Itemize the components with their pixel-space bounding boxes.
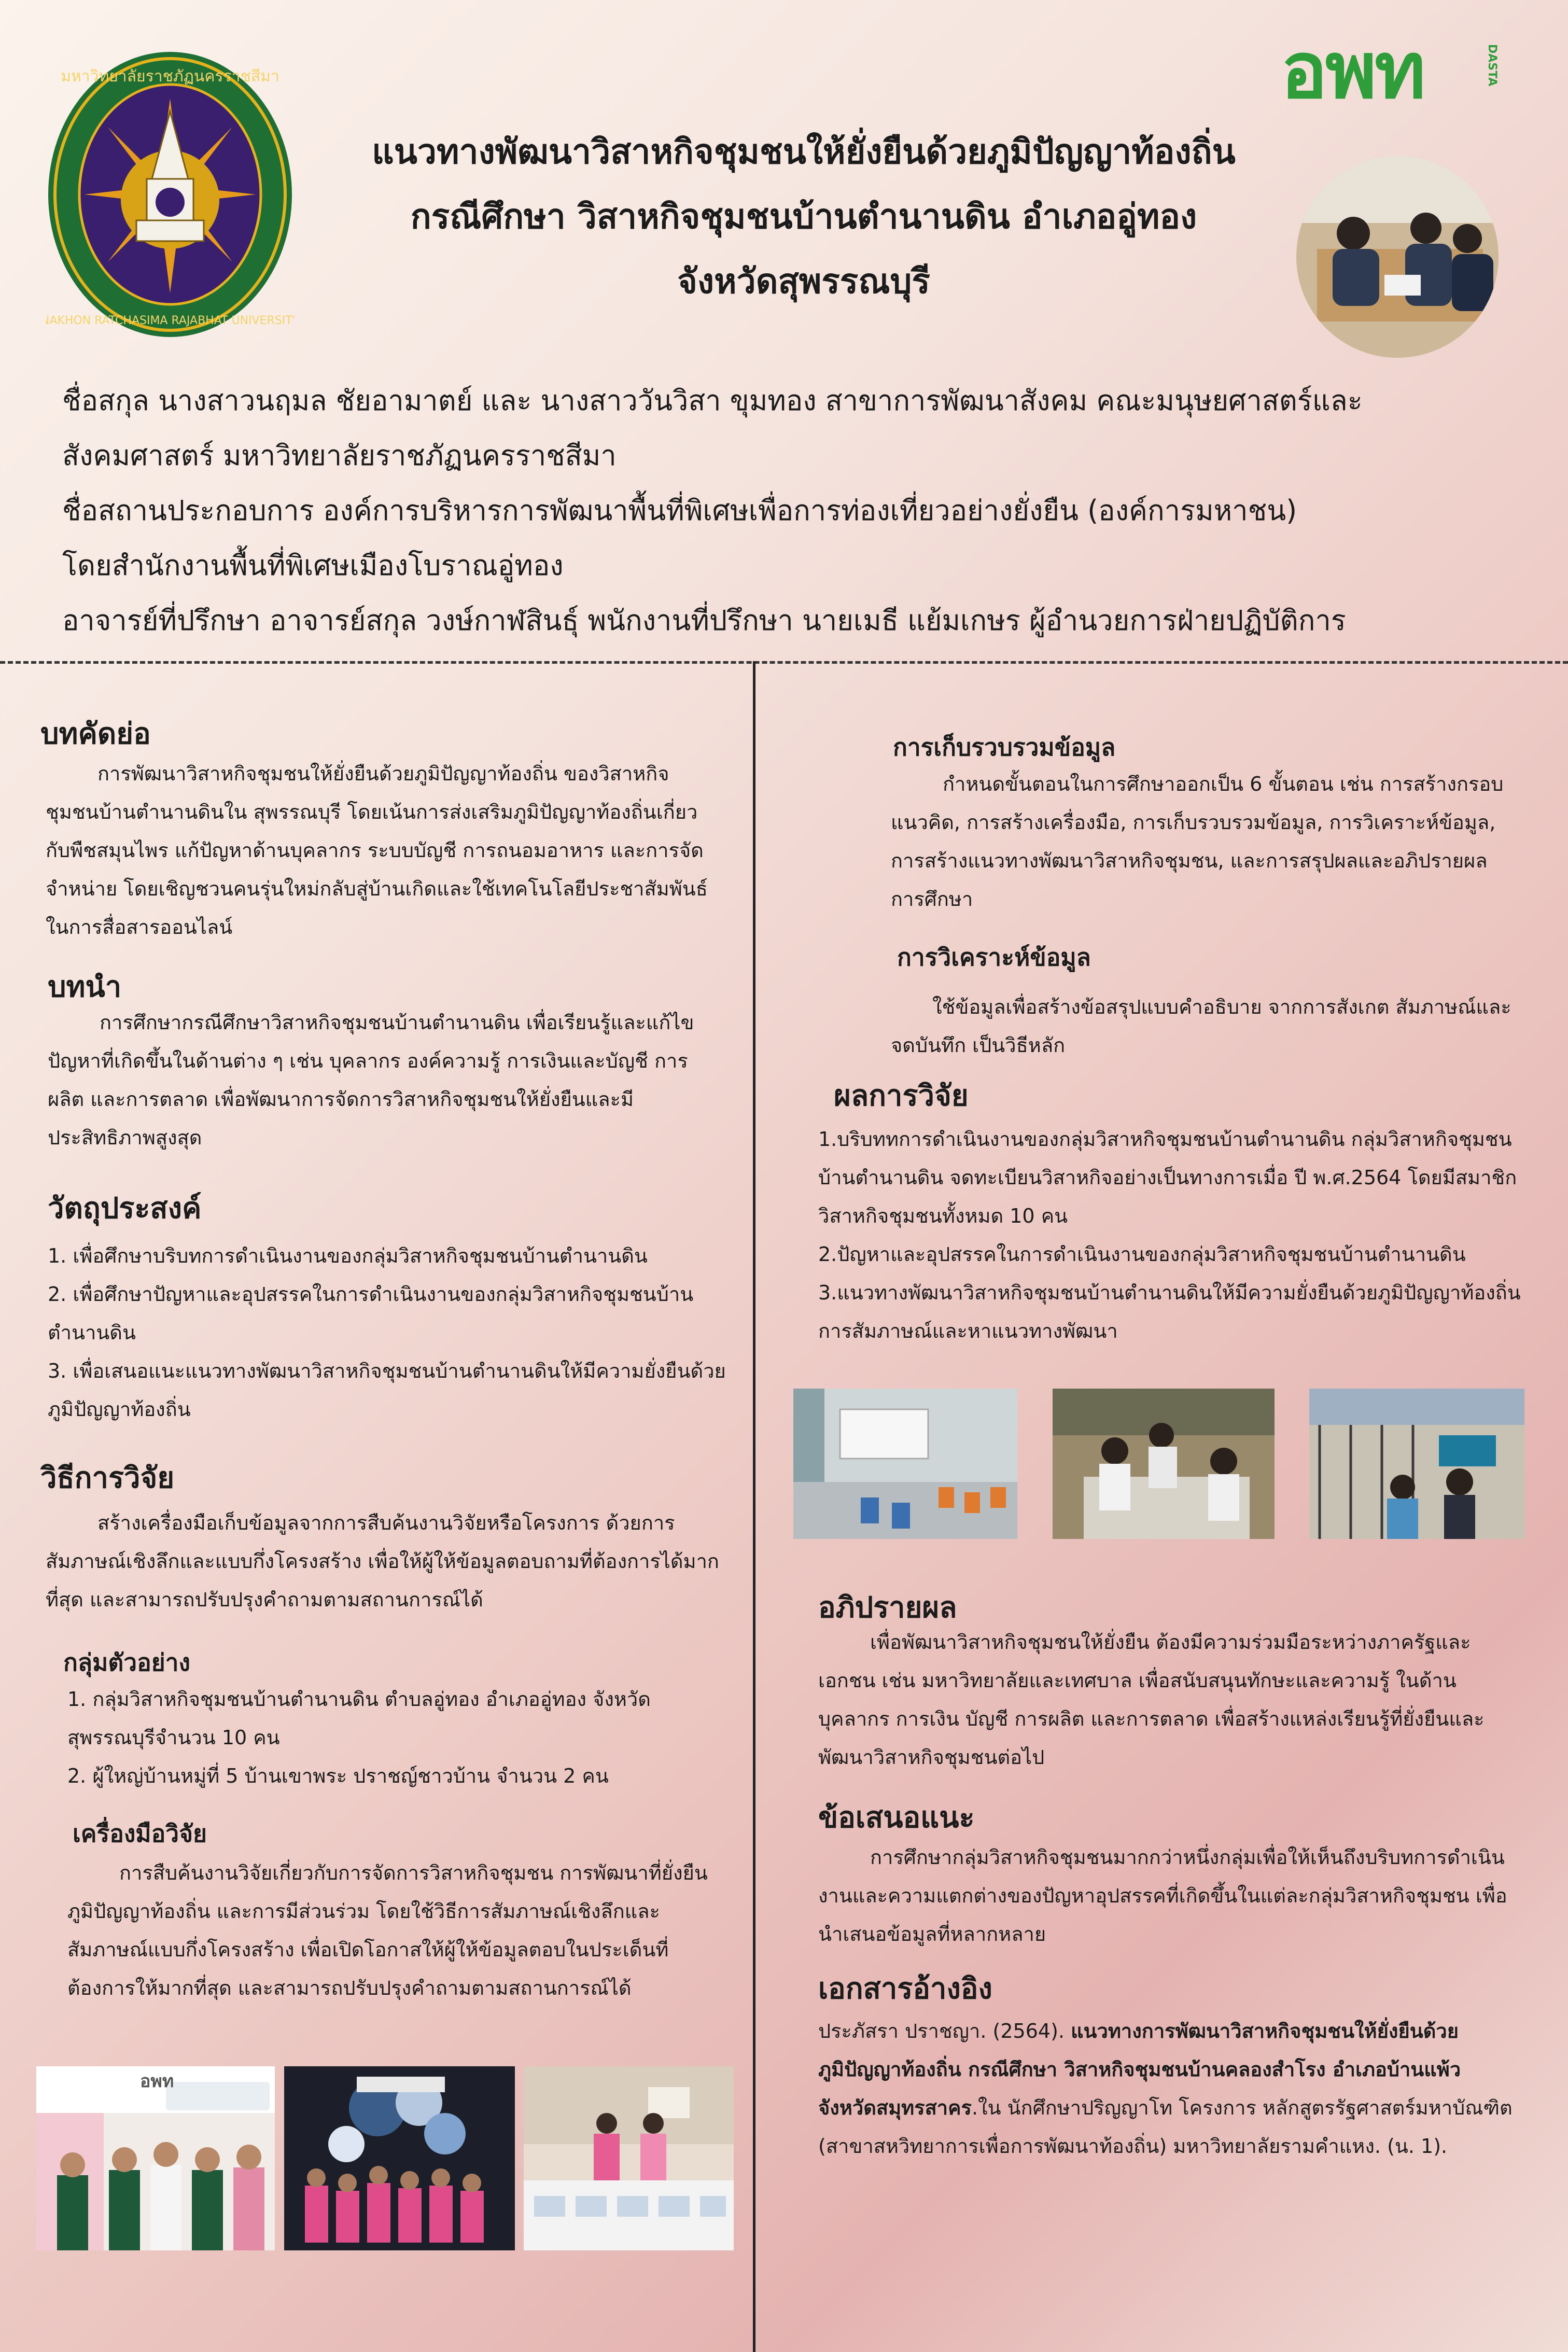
- objectives-list: [48, 1237, 732, 1429]
- result-item-2: 2.ปัญหาและอุปสรรคในการดำเนินงานของกลุ่มวิสาหกิจชุมชนบ้านตำนานดิน: [818, 1243, 1466, 1266]
- abstract-heading: บทคัดย่อ: [40, 717, 151, 751]
- photo-brand-caption: อพท: [140, 2071, 174, 2092]
- dasta-brand-logo: [1281, 26, 1530, 116]
- collection-heading: การเก็บรวบรวมข้อมูล: [893, 733, 1116, 761]
- reference-rest: .ใน นักศึกษาปริญญาโท โครงการ หลักสูตรรัฐศาสตร์มหาบัณฑิต (สาขาสหวิทยาการเพื่อการพัฒนาท้องถิ่น) มหาวิทยาลัยรามคำแหง. (น. 1).: [818, 2096, 1513, 2158]
- objective-item-1: 1. เพื่อศึกษาบริบทการดำเนินงานของกลุ่มวิสาหกิจชุมชนบ้านตำนานดิน: [48, 1244, 648, 1267]
- objective-item-3: 3. เพื่อเสนอแนะแนวทางพัฒนาวิสาหกิจชุมชนบ้านตำนานดินให้มีความยั่งยืนด้วยภูมิปัญญาท้องถิ่น: [48, 1360, 726, 1421]
- author-info: [62, 373, 1540, 648]
- brand-logo-subtext: DASTA: [1486, 44, 1499, 87]
- suggestions-body: การศึกษากลุ่มวิสาหกิจชุมชนมากกว่าหนึ่งกลุ่มเพื่อให้เห็นถึงบริบทการดำเนินงานและความแตกต่างของปัญหาอุปสรรคที่เกิดขึ้นในแต่ละกลุ่มวิสาหกิจชุมชน เพื่อนำเสนอข้อมูลที่หลากหลาย: [818, 1846, 1507, 1945]
- sample-item-1: 1. กลุ่มวิสาหกิจชุมชนบ้านตำนานดิน ตำบลอู่ทอง อำเภออู่ทอง จังหวัดสุพรรณบุรีจำนวน 10 คน: [67, 1688, 651, 1749]
- objectives-heading: วัตถุประสงค์: [48, 1192, 202, 1225]
- author-info-line-3: ชื่อสถานประกอบการ องค์การบริหารการพัฒนาพื้นที่พิเศษเพื่อการท่องเที่ยวอย่างยั่งยืน (องค์การมหาชน): [62, 494, 1297, 527]
- suggestions-heading: ข้อเสนอแนะ: [818, 1801, 975, 1835]
- author-info-line-2: สังคมศาสตร์ มหาวิทยาลัยราชภัฏนครราชสีมา: [62, 439, 617, 472]
- photo-exhibition-table: [524, 2066, 734, 2250]
- tools-body: การสืบค้นงานวิจัยเกี่ยวกับการจัดการวิสาหกิจชุมชน การพัฒนาที่ยั่งยืน ภูมิปัญญาท้องถิ่น และการมีส่วนร่วม โดยใช้วิธีการสัมภาษณ์เชิงลึกและสัมภาษณ์แบบกึ่งโครงสร้าง เพื่อเปิดโอกาสให้ผู้ให้ข้อมูลตอบในประเด็นที่ต้องการให้มากที่สุด และสามารถปรับปรุงคำถามตามสถานการณ์ได้: [67, 1861, 708, 1999]
- results-list: [818, 1120, 1529, 1350]
- analysis-heading: การวิเคราะห์ข้อมูล: [897, 943, 1091, 971]
- header-photo-workshop: [1296, 156, 1499, 358]
- vertical-divider: [753, 661, 755, 2352]
- collection-body: กำหนดขั้นตอนในการศึกษาออกเป็น 6 ขั้นตอน เช่น การสร้างกรอบแนวคิด, การสร้างเครื่องมือ, การเก็บรวบรวมข้อมูล, การวิเคราะห์ข้อมูล, การสร้างแนวทางพัฒนาวิสาหกิจชุมชน, และการสรุปผลและอภิปรายผลการศึกษา: [891, 773, 1504, 911]
- method-body: สร้างเครื่องมือเก็บข้อมูลจากการสืบค้นงานวิจัยหรือโครงการ ด้วยการสัมภาษณ์เชิงลึกและแบบกึ่งโครงสร้าง เพื่อให้ผู้ให้ข้อมูลตอบถามที่ต้องการได้มากที่สุด และสามารถปรับปรุงคำถามตามสถานการณ์ได้: [46, 1511, 719, 1611]
- seal-text-bottom: NAKHON RATCHASIMA RAJABHAT UNIVERSITY: [46, 314, 295, 327]
- author-info-line-4: โดยสำนักงานพื้นที่พิเศษเมืองโบราณอู่ทอง: [62, 549, 564, 582]
- discussion-body: เพื่อพัฒนาวิสาหกิจชุมชนให้ยั่งยืน ต้องมีความร่วมมือระหว่างภาครัฐและเอกชน เช่น มหาวิทยาลัยและเทศบาล เพื่อสนับสนุนทักษะและความรู้ ในด้านบุคลากร การเงิน บัญชี การผลิต และการตลาด เพื่อสร้างแหล่งเรียนรู้ที่ยั่งยืนและพัฒนาวิสาหกิจชุมชนต่อไป: [818, 1631, 1485, 1769]
- university-seal-logo: [46, 49, 295, 340]
- reference-title: แนวทางการพัฒนาวิสาหกิจชุมชนให้ยั่งยืนด้วยภูมิปัญญาท้องถิ่น กรณีศึกษา วิสาหกิจชุมชนบ้านคลองสำโรง อำเภอบ้านแพ้ว จังหวัดสมุทรสาคร: [818, 2020, 1461, 2119]
- title-line-2: กรณีศึกษา วิสาหกิจชุมชนบ้านตำนานดิน อำเภออู่ทอง: [410, 197, 1197, 236]
- sample-item-2: 2. ผู้ใหญ่บ้านหมู่ที่ 5 บ้านเขาพระ ปราชญ์ชาวบ้าน จำนวน 2 คน: [67, 1765, 609, 1787]
- analysis-body: ใช้ข้อมูลเพื่อสร้างข้อสรุปแบบคำอธิบาย จากการสังเกต สัมภาษณ์และจดบันทึก เป็นวิธีหลัก: [891, 996, 1511, 1057]
- sample-list: [67, 1680, 705, 1795]
- seal-text-top: มหาวิทยาลัยราชภัฏนครราชสีมา: [61, 67, 279, 86]
- method-heading: วิธีการวิจัย: [40, 1461, 175, 1495]
- brand-logo-text: อพท: [1281, 26, 1424, 116]
- poster-title: [290, 119, 1317, 314]
- author-info-line-1: ชื่อสกุล นางสาวนฤมล ชัยอามาตย์ และ นางสาววันวิสา ขุมทอง สาขาการพัฒนาสังคม คณะมนุษยศาสตร์และ: [62, 384, 1363, 417]
- references-heading: เอกสารอ้างอิง: [818, 1972, 992, 2006]
- photo-shop-front: [1309, 1389, 1524, 1539]
- intro-heading: บทนำ: [48, 970, 122, 1004]
- reference-entry: [818, 2012, 1513, 2165]
- tools-heading: เครื่องมือวิจัย: [73, 1819, 207, 1847]
- result-item-1: 1.บริบททการดำเนินงานของกลุ่มวิสาหกิจชุมชนบ้านตำนานดิน กลุ่มวิสาหกิจชุมชนบ้านตำนานดิน จดทะเบียนวิสาหกิจอย่างเป็นทางการเมื่อ ปี พ.ศ.2564 โดยมีสมาชิกวิสาหกิจชุมชนทั้งหมด 10 คน: [818, 1128, 1517, 1227]
- reference-author-year: ประภัสรา ปราชญา. (2564).: [818, 2020, 1071, 2042]
- intro-body: การศึกษากรณีศึกษาวิสาหกิจชุมชนบ้านตำนานดิน เพื่อเรียนรู้และแก้ไขปัญหาที่เกิดขึ้นในด้านต่าง ๆ เช่น บุคลากร องค์ความรู้ การเงินและบัญชี การผลิต และการตลาด เพื่อพัฒนาการจัดการวิสาหกิจชุมชนให้ยั่งยืนและมีประสิทธิภาพสูงสุด: [48, 1011, 694, 1149]
- author-info-line-5: อาจารย์ที่ปรึกษา อาจารย์สกุล วงษ์กาฬสินธุ์ พนักงานที่ปรึกษา นายเมธี แย้มเกษร ผู้อำนวยการฝ่ายปฏิบัติการ: [62, 604, 1346, 637]
- result-item-3: 3.แนวทางพัฒนาวิสาหกิจชุมชนบ้านตำนานดินให้มีความยั่งยืนด้วยภูมิปัญญาท้องถิ่น การสัมภาษณ์และหาแนวทางพัฒนา: [818, 1281, 1521, 1342]
- title-line-1: แนวทางพัฒนาวิสาหกิจชุมชนให้ยั่งยืนด้วยภูมิปัญญาท้องถิ่น: [372, 132, 1236, 172]
- photo-classroom: [793, 1389, 1017, 1539]
- objective-item-2: 2. เพื่อศึกษาปัญหาและอุปสรรคในการดำเนินงานของกลุ่มวิสาหกิจชุมชนบ้านตำนานดิน: [48, 1283, 694, 1344]
- results-heading: ผลการวิจัย: [834, 1079, 969, 1113]
- photo-group-standing: [36, 2066, 275, 2250]
- sample-heading: กลุ่มตัวอย่าง: [63, 1648, 190, 1676]
- photo-interview-table: [1053, 1389, 1275, 1539]
- horizontal-divider: [0, 661, 1568, 664]
- photo-event-night: [284, 2066, 515, 2250]
- discussion-heading: อภิปรายผล: [818, 1591, 957, 1625]
- abstract-body: การพัฒนาวิสาหกิจชุมชนให้ยั่งยืนด้วยภูมิปัญญาท้องถิ่น ของวิสาหกิจชุมชนบ้านตำนานดินใน สุพรรณบุรี โดยเน้นการส่งเสริมภูมิปัญญาท้องถิ่นเกี่ยวกับพืชสมุนไพร แก้ปัญหาด้านบุคลากร ระบบบัญชี การถนอมอาหาร และการจัดจำหน่าย โดยเชิญชวนคนรุ่นใหม่กลับสู่บ้านเกิดและใช้เทคโนโลยีประชาสัมพันธ์ในการสื่อสารออนไลน์: [46, 762, 708, 939]
- title-line-3: จังหวัดสุพรรณบุรี: [677, 261, 930, 301]
